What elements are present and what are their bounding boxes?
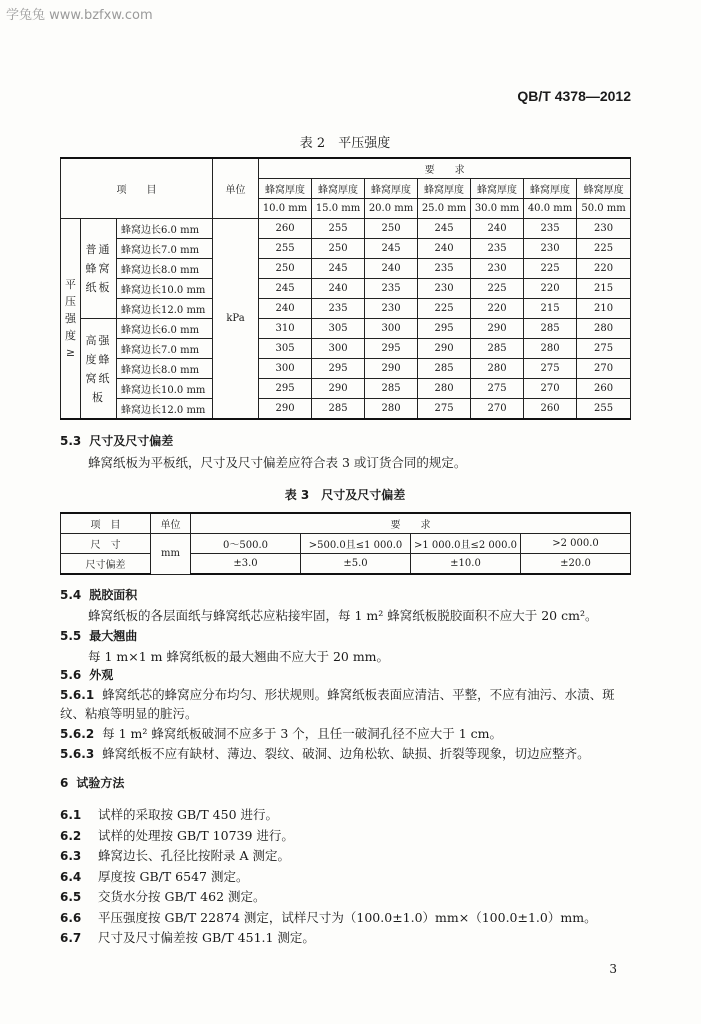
strength-value: 250 — [365, 219, 418, 239]
section-title: 外观 — [89, 668, 114, 682]
thickness-value: 50.0 mm — [577, 199, 631, 219]
strength-value: 260 — [577, 379, 631, 399]
strength-value: 240 — [365, 259, 418, 279]
row-label-deviation: 尺寸偏差 — [61, 554, 151, 575]
thickness-value: 25.0 mm — [418, 199, 471, 219]
strength-value: 225 — [524, 259, 577, 279]
clause-continuation: 纹、粘痕等明显的脏污。 — [60, 706, 198, 721]
strength-value: 300 — [365, 319, 418, 339]
strength-value: 295 — [365, 339, 418, 359]
section-title: 脱胶面积 — [89, 588, 138, 602]
clause-text: 平压强度按 GB/T 22874 测定，试样尺寸为（100.0±1.0）mm×（100.0±1.0）mm。 — [98, 909, 597, 925]
test-method-item — [60, 827, 294, 845]
strength-value: 290 — [312, 379, 365, 399]
thickness-label: 蜂窝厚度 — [524, 179, 577, 199]
thickness-value: 40.0 mm — [524, 199, 577, 219]
strength-value: 270 — [524, 379, 577, 399]
strength-value: 210 — [577, 299, 631, 319]
section-6 — [60, 774, 124, 792]
strength-value: 230 — [524, 239, 577, 259]
item-header: 项 目 — [61, 158, 213, 219]
edge-length-label: 蜂窝边长12.0 mm — [117, 399, 213, 420]
strength-value: 225 — [471, 279, 524, 299]
section-number: 6 — [60, 776, 69, 790]
strength-value: 285 — [524, 319, 577, 339]
section-5-6 — [60, 666, 113, 684]
strength-value: 240 — [312, 279, 365, 299]
test-method-item — [60, 909, 597, 927]
strength-value: 260 — [259, 219, 312, 239]
strength-value: 280 — [577, 319, 631, 339]
unit-cell: kPa — [213, 219, 259, 420]
strength-value: 220 — [524, 279, 577, 299]
strength-value: 280 — [418, 379, 471, 399]
page-number: 3 — [609, 962, 617, 976]
strength-value: 280 — [365, 399, 418, 420]
clause-text: 交货水分按 GB/T 462 测定。 — [98, 889, 266, 904]
strength-value: 270 — [577, 359, 631, 379]
strength-value: 255 — [577, 399, 631, 420]
strength-value: 305 — [312, 319, 365, 339]
strength-value: 215 — [577, 279, 631, 299]
test-method-item — [60, 868, 248, 886]
thickness-label: 蜂窝厚度 — [418, 179, 471, 199]
clause-number: 6.5 — [60, 890, 82, 904]
edge-length-label: 蜂窝边长7.0 mm — [117, 239, 213, 259]
size-range: >2 000.0 — [521, 534, 631, 554]
strength-value: 300 — [259, 359, 312, 379]
thickness-label: 蜂窝厚度 — [471, 179, 524, 199]
clause-number: 6.3 — [60, 849, 82, 863]
thickness-label: 蜂窝厚度 — [312, 179, 365, 199]
thickness-label: 蜂窝厚度 — [365, 179, 418, 199]
standard-code: QB/T 4378—2012 — [517, 88, 631, 104]
edge-length-label: 蜂窝边长10.0 mm — [117, 279, 213, 299]
strength-value: 255 — [259, 239, 312, 259]
section-title: 尺寸及尺寸偏差 — [89, 434, 174, 448]
strength-value: 260 — [524, 399, 577, 420]
section-number: 5.4 — [60, 588, 82, 602]
strength-value: 280 — [471, 359, 524, 379]
size-range: >1 000.0且≤2 000.0 — [411, 534, 521, 554]
clause-number: 6.6 — [60, 910, 82, 925]
strength-value: 255 — [312, 219, 365, 239]
size-range: 0～500.0 — [191, 534, 301, 554]
strength-value: 275 — [524, 359, 577, 379]
table-flat-crush-strength — [60, 157, 631, 420]
table-row — [61, 379, 631, 399]
clause-number: 5.6.2 — [60, 727, 95, 741]
strength-value: 240 — [418, 239, 471, 259]
thickness-value: 10.0 mm — [259, 199, 312, 219]
deviation-value: ±10.0 — [411, 554, 521, 575]
table-row — [61, 339, 631, 359]
strength-value: 285 — [312, 399, 365, 420]
table-row — [61, 279, 631, 299]
strength-value: 225 — [418, 299, 471, 319]
strength-value: 245 — [418, 219, 471, 239]
edge-length-label: 蜂窝边长10.0 mm — [117, 379, 213, 399]
strength-value: 280 — [524, 339, 577, 359]
strength-value: 270 — [471, 399, 524, 420]
test-method-item — [60, 847, 290, 865]
strength-value: 235 — [524, 219, 577, 239]
paragraph: 蜂窝纸板为平板纸，尺寸及尺寸偏差应符合表 3 或订货合同的规定。 — [88, 455, 467, 470]
strength-value: 290 — [418, 339, 471, 359]
clause-text: 厚度按 GB/T 6547 测定。 — [98, 868, 249, 884]
strength-value: 245 — [259, 279, 312, 299]
edge-length-label: 蜂窝边长8.0 mm — [117, 359, 213, 379]
deviation-value: ±20.0 — [521, 554, 631, 575]
strength-value: 235 — [418, 259, 471, 279]
requirement-header: 要 求 — [191, 513, 631, 534]
clause-text: 蜂窝纸芯的蜂窝应分布均匀、形状规则。蜂窝纸板表面应清洁、平整，不应有油污、水渍、斑 — [102, 687, 615, 702]
deviation-value: ±3.0 — [191, 554, 301, 575]
strength-value: 300 — [312, 339, 365, 359]
strength-value: 290 — [365, 359, 418, 379]
section-5-4 — [60, 586, 137, 604]
thickness-value: 20.0 mm — [365, 199, 418, 219]
thickness-value: 30.0 mm — [471, 199, 524, 219]
test-method-item — [60, 888, 266, 906]
paragraph: 蜂窝纸板的各层面纸与蜂窝纸芯应粘接牢固，每 1 m² 蜂窝纸板脱胶面积不应大于 20 cm²。 — [88, 608, 598, 623]
table2-caption: 表 2 平压强度 — [299, 136, 391, 151]
strength-value: 275 — [577, 339, 631, 359]
strength-value: 275 — [471, 379, 524, 399]
strength-value: 245 — [365, 239, 418, 259]
section-5-3 — [60, 432, 173, 450]
strength-value: 295 — [312, 359, 365, 379]
thickness-value: 15.0 mm — [312, 199, 365, 219]
clause-5-6-3 — [60, 745, 590, 763]
section-title: 最大翘曲 — [89, 629, 138, 643]
strength-value: 230 — [418, 279, 471, 299]
section-number: 5.6 — [60, 668, 82, 682]
watermark: 学兔兔 www.bzfxw.com — [6, 8, 153, 23]
strength-value: 285 — [471, 339, 524, 359]
strength-value: 250 — [312, 239, 365, 259]
clause-number: 6.1 — [60, 808, 82, 822]
section-title: 试验方法 — [76, 776, 125, 790]
section-number: 5.5 — [60, 629, 82, 643]
edge-length-label: 蜂窝边长6.0 mm — [117, 219, 213, 239]
strength-value: 245 — [312, 259, 365, 279]
clause-number: 5.6.1 — [60, 688, 95, 702]
clause-text: 尺寸及尺寸偏差按 GB/T 451.1 测定。 — [98, 930, 315, 945]
table-size-deviation — [60, 512, 631, 575]
unit-cell: mm — [151, 534, 191, 575]
row-label-size: 尺 寸 — [61, 534, 151, 554]
clause-text: 试样的采取按 GB/T 450 进行。 — [98, 807, 278, 822]
group-label: 高强度蜂窝纸板 — [81, 319, 117, 420]
strength-value: 220 — [577, 259, 631, 279]
strength-value: 235 — [312, 299, 365, 319]
group-label: 普通蜂窝纸板 — [81, 219, 117, 319]
item-header: 项 目 — [61, 513, 151, 534]
strength-value: 230 — [365, 299, 418, 319]
clause-number: 6.4 — [60, 869, 82, 884]
strength-value: 240 — [471, 219, 524, 239]
strength-value: 250 — [259, 259, 312, 279]
clause-text: 蜂窝纸板不应有缺材、薄边、裂纹、破洞、边角松软、缺损、折裂等现象，切边应整齐。 — [102, 746, 590, 761]
strength-value: 305 — [259, 339, 312, 359]
clause-number: 6.2 — [60, 828, 82, 843]
clause-number: 5.6.3 — [60, 747, 95, 761]
edge-length-label: 蜂窝边长7.0 mm — [117, 339, 213, 359]
table-row — [61, 399, 631, 420]
clause-5-6-2 — [60, 725, 502, 743]
strength-value: 275 — [418, 399, 471, 420]
strength-value: 285 — [365, 379, 418, 399]
edge-length-label: 蜂窝边长12.0 mm — [117, 299, 213, 319]
unit-header: 单位 — [213, 158, 259, 219]
strength-value: 230 — [577, 219, 631, 239]
strength-value: 290 — [259, 399, 312, 420]
strength-value: 240 — [259, 299, 312, 319]
strength-value: 225 — [577, 239, 631, 259]
strength-value: 290 — [471, 319, 524, 339]
unit-header: 单位 — [151, 513, 191, 534]
table-row — [61, 319, 631, 339]
table3-caption: 表 3 尺寸及尺寸偏差 — [284, 488, 406, 502]
strength-value: 220 — [471, 299, 524, 319]
table-row — [61, 219, 631, 239]
table-row — [61, 259, 631, 279]
strength-value: 215 — [524, 299, 577, 319]
clause-text: 每 1 m² 蜂窝纸板破洞不应多于 3 个，且任一破洞孔径不应大于 1 cm。 — [102, 726, 503, 741]
table-row — [61, 239, 631, 259]
table-row — [61, 299, 631, 319]
strength-value: 310 — [259, 319, 312, 339]
thickness-label: 蜂窝厚度 — [577, 179, 631, 199]
edge-length-label: 蜂窝边长8.0 mm — [117, 259, 213, 279]
section-number: 5.3 — [60, 434, 82, 448]
clause-text: 试样的处理按 GB/T 10739 进行。 — [98, 827, 294, 843]
thickness-label: 蜂窝厚度 — [259, 179, 312, 199]
requirement-header: 要 求 — [259, 158, 631, 179]
test-method-item — [60, 806, 278, 824]
strength-value: 285 — [418, 359, 471, 379]
deviation-value: ±5.0 — [301, 554, 411, 575]
clause-text: 蜂窝边长、孔径比按附录 A 测定。 — [98, 848, 290, 863]
strength-value: 235 — [365, 279, 418, 299]
strength-value: 235 — [471, 239, 524, 259]
test-method-item — [60, 929, 315, 947]
edge-length-label: 蜂窝边长6.0 mm — [117, 319, 213, 339]
size-range: >500.0且≤1 000.0 — [301, 534, 411, 554]
strength-value: 295 — [418, 319, 471, 339]
strength-value: 230 — [471, 259, 524, 279]
clause-5-6-1 — [60, 686, 615, 704]
table-row — [61, 359, 631, 379]
section-5-5 — [60, 627, 137, 645]
strength-value: 295 — [259, 379, 312, 399]
clause-number: 6.7 — [60, 931, 82, 945]
paragraph: 每 1 m×1 m 蜂窝纸板的最大翘曲不应大于 20 mm。 — [88, 649, 390, 664]
property-label: 平压强度≥ — [61, 219, 81, 420]
